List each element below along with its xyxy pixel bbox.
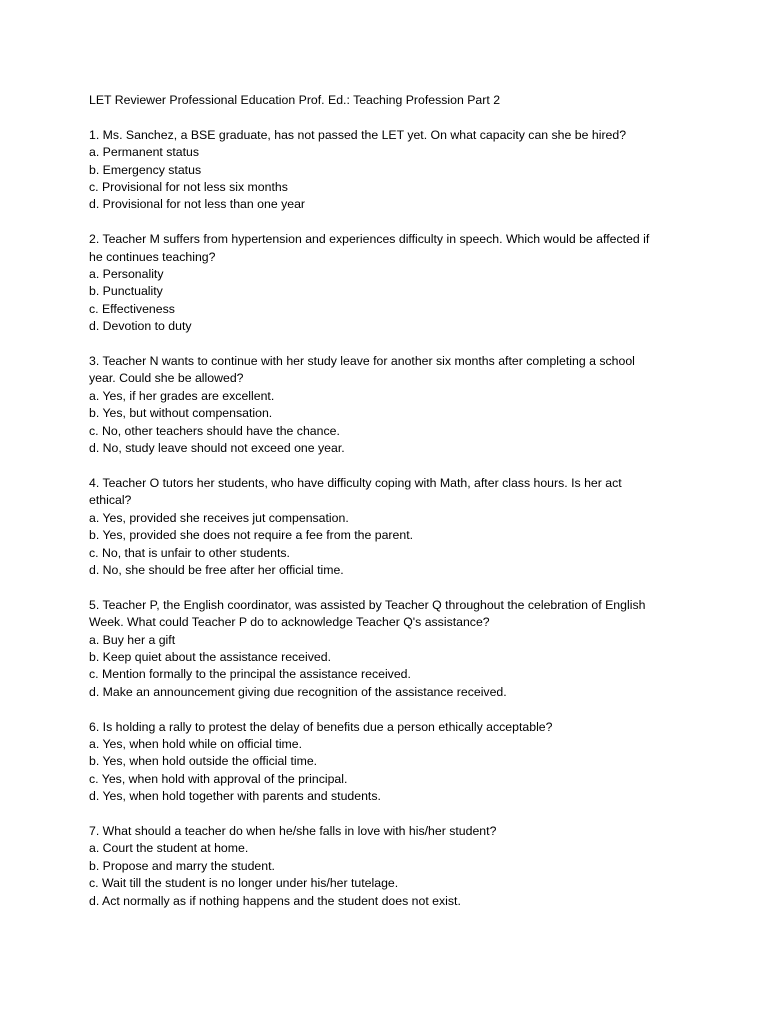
answer-choice: c. Yes, when hold with approval of the principal. <box>89 771 348 786</box>
answer-choice: c. Effectiveness <box>89 301 175 316</box>
answer-choice: a. Buy her a gift <box>89 632 176 647</box>
document-page <box>89 92 689 927</box>
question-2 <box>89 231 689 335</box>
answer-choice: d. No, study leave should not exceed one year. <box>89 441 345 456</box>
question-3 <box>89 353 689 457</box>
question-text: 7. What should a teacher do when he/she falls in love with his/her student? <box>89 823 497 838</box>
answer-choice: a. Yes, if her grades are excellent. <box>89 388 275 403</box>
answer-choice: c. Mention formally to the principal the assistance received. <box>89 667 411 682</box>
question-text: year. Could she be allowed? <box>89 371 244 386</box>
question-5 <box>89 597 689 701</box>
answer-choice: d. Devotion to duty <box>89 319 192 334</box>
answer-choice: a. Yes, provided she receives jut compensation. <box>89 510 349 525</box>
answer-choice: d. No, she should be free after her official time. <box>89 562 344 577</box>
question-text: ethical? <box>89 493 132 508</box>
question-4 <box>89 475 689 579</box>
question-6 <box>89 719 689 806</box>
answer-choice: a. Personality <box>89 267 164 282</box>
answer-choice: a. Yes, when hold while on official time. <box>89 736 303 751</box>
answer-choice: d. Yes, when hold together with parents and students. <box>89 789 381 804</box>
document-title: LET Reviewer Professional Education Prof. Ed.: Teaching Profession Part 2 <box>89 93 501 107</box>
answer-choice: d. Act normally as if nothing happens and the student does not exist. <box>89 893 461 908</box>
answer-choice: c. No, other teachers should have the chance. <box>89 423 340 438</box>
answer-choice: c. No, that is unfair to other students. <box>89 545 290 560</box>
answer-choice: b. Propose and marry the student. <box>89 858 275 873</box>
answer-choice: c. Provisional for not less six months <box>89 180 288 195</box>
answer-choice: b. Yes, provided she does not require a fee from the parent. <box>89 528 414 543</box>
question-text: 3. Teacher N wants to continue with her study leave for another six months after completing a school <box>89 354 635 369</box>
question-text: 2. Teacher M suffers from hypertension and experiences difficulty in speech. Which would be affected if <box>89 232 650 247</box>
answer-choice: b. Yes, when hold outside the official time. <box>89 754 318 769</box>
question-text: 1. Ms. Sanchez, a BSE graduate, has not passed the LET yet. On what capacity can she be hired? <box>89 127 627 142</box>
answer-choice: b. Punctuality <box>89 284 163 299</box>
answer-choice: b. Keep quiet about the assistance received. <box>89 649 331 664</box>
question-1 <box>89 127 689 214</box>
question-text: 4. Teacher O tutors her students, who have difficulty coping with Math, after class hours. Is her act <box>89 475 622 490</box>
question-text: he continues teaching? <box>89 249 216 264</box>
answer-choice: d. Provisional for not less than one year <box>89 197 306 212</box>
answer-choice: d. Make an announcement giving due recognition of the assistance received. <box>89 684 507 699</box>
answer-choice: b. Emergency status <box>89 162 202 177</box>
answer-choice: c. Wait till the student is no longer under his/her tutelage. <box>89 876 399 891</box>
question-text: Week. What could Teacher P do to acknowledge Teacher Q's assistance? <box>89 615 490 630</box>
answer-choice: a. Permanent status <box>89 145 200 160</box>
question-text: 6. Is holding a rally to protest the delay of benefits due a person ethically acceptable? <box>89 719 553 734</box>
question-text: 5. Teacher P, the English coordinator, was assisted by Teacher Q throughout the celebration of English <box>89 597 646 612</box>
answer-choice: b. Yes, but without compensation. <box>89 406 273 421</box>
question-list <box>89 127 689 910</box>
answer-choice: a. Court the student at home. <box>89 841 249 856</box>
question-7 <box>89 823 689 910</box>
